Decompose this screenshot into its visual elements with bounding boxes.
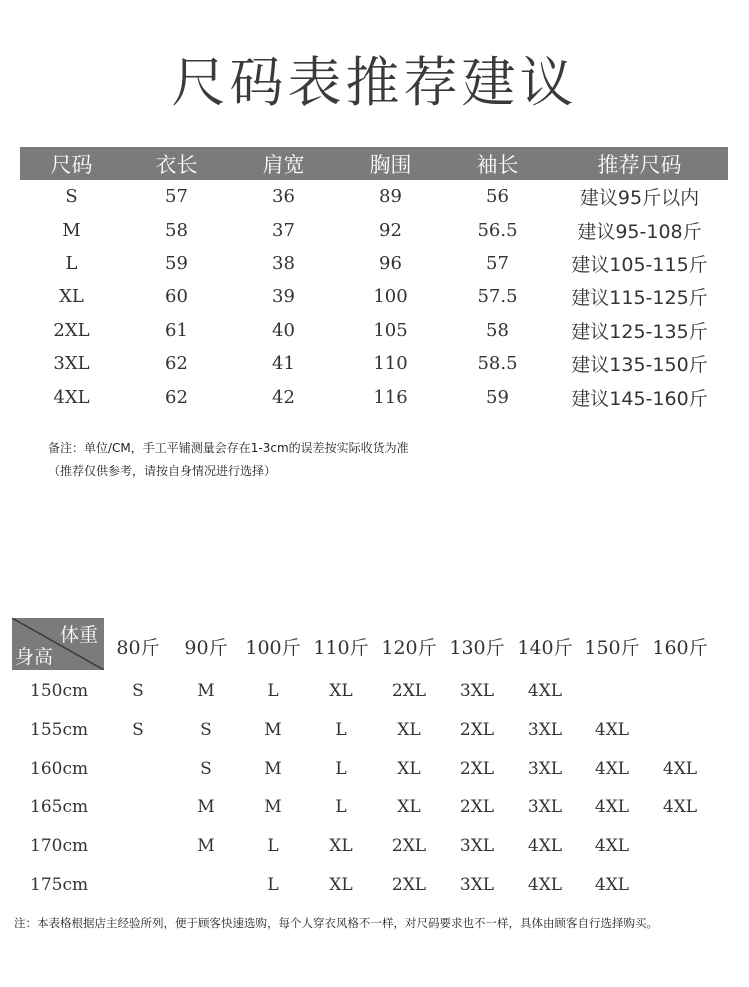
size-cell: S [132, 720, 144, 740]
size-cell: 3XL [527, 759, 563, 779]
cell-chest: 89 [379, 186, 402, 208]
cell-shoulder: 37 [272, 219, 295, 241]
height-label: 160cm [30, 759, 89, 779]
weight-header: 90斤 [184, 637, 228, 659]
size-cell: L [335, 720, 347, 740]
cell-length: 62 [165, 386, 188, 408]
size-cell: XL [397, 720, 421, 740]
cell-shoulder: 42 [272, 386, 295, 408]
size-cell: 2XL [391, 681, 427, 701]
size-cell: XL [397, 759, 421, 779]
size-cell: L [335, 759, 347, 779]
cell-shoulder: 38 [272, 252, 295, 274]
weight-header: 100斤 [245, 637, 301, 659]
footer-note: 注：本表格根据店主经验所列，便于顾客快速选购，每个人穿衣风格不一样，对尺码要求也不一样，具体由顾客自行选择购买。 [14, 916, 658, 930]
cell-sleeve: 57.5 [477, 286, 518, 308]
height-label: 150cm [30, 681, 89, 701]
table-row [20, 280, 728, 313]
cell-sleeve: 56.5 [477, 219, 518, 241]
header-length: 衣长 [123, 147, 230, 180]
cell-sleeve: 58 [486, 319, 509, 341]
cell-recommendation: 建议105-115斤 [571, 253, 708, 276]
size-chart-table [20, 147, 728, 414]
page-title: 尺码表推荐建议 [171, 51, 578, 114]
weight-header: 140斤 [517, 637, 573, 659]
header-sleeve: 袖长 [444, 147, 551, 180]
size-cell: M [197, 797, 215, 817]
cell-length: 60 [165, 286, 188, 308]
table-row [20, 213, 728, 246]
weight-header: 150斤 [584, 637, 640, 659]
cell-size: XL [59, 286, 84, 308]
recommendation-note: （推荐仅供参考，请按自身情况进行选择） [48, 464, 277, 478]
cell-chest: 105 [373, 319, 408, 341]
size-cell: 3XL [527, 720, 563, 740]
size-cell: 2XL [391, 836, 427, 856]
size-cell: 2XL [391, 875, 427, 895]
cell-shoulder: 39 [272, 286, 295, 308]
size-cell: M [264, 720, 282, 740]
size-cell: XL [397, 797, 421, 817]
weight-header: 80斤 [116, 637, 160, 659]
cell-size: M [62, 219, 81, 241]
cell-chest: 92 [379, 219, 402, 241]
cell-length: 57 [165, 186, 188, 208]
cell-shoulder: 40 [272, 319, 295, 341]
height-label: 155cm [30, 720, 89, 740]
size-cell: 4XL [662, 797, 698, 817]
cell-recommendation: 建议95-108斤 [577, 220, 702, 243]
size-cell: 4XL [594, 720, 630, 740]
cell-length: 59 [165, 252, 188, 274]
size-cell: S [132, 681, 144, 701]
cell-shoulder: 36 [272, 186, 295, 208]
cell-recommendation: 建议95斤以内 [579, 187, 700, 210]
cell-shoulder: 41 [272, 353, 295, 375]
cell-sleeve: 57 [486, 252, 509, 274]
cell-recommendation: 建议145-160斤 [571, 387, 708, 410]
size-cell: 4XL [662, 759, 698, 779]
size-cell: S [200, 759, 212, 779]
height-label: 165cm [30, 797, 89, 817]
cell-sleeve: 59 [486, 386, 509, 408]
size-cell: 3XL [459, 681, 495, 701]
height-label: 175cm [30, 875, 89, 895]
table-row [20, 180, 728, 213]
size-cell: 4XL [594, 797, 630, 817]
size-cell: 4XL [594, 759, 630, 779]
weight-header: 160斤 [652, 637, 708, 659]
size-cell: 3XL [527, 797, 563, 817]
size-cell: L [267, 836, 279, 856]
size-cell: XL [329, 875, 353, 895]
height-label: 170cm [30, 836, 89, 856]
size-cell: M [264, 759, 282, 779]
cell-sleeve: 56 [486, 186, 509, 208]
cell-length: 62 [165, 353, 188, 375]
size-cell: M [197, 836, 215, 856]
cell-chest: 100 [373, 286, 408, 308]
size-cell: S [200, 720, 212, 740]
size-cell: 4XL [527, 875, 563, 895]
cell-chest: 110 [373, 353, 408, 375]
cell-length: 61 [165, 319, 188, 341]
corner-weight-label: 体重 [59, 624, 98, 646]
cell-recommendation: 建议125-135斤 [571, 320, 708, 343]
header-shoulder: 肩宽 [230, 147, 337, 180]
size-cell: 2XL [459, 759, 495, 779]
size-cell: L [267, 681, 279, 701]
weight-height-corner-cell [12, 618, 104, 670]
table-row [20, 247, 728, 280]
size-cell: 3XL [459, 836, 495, 856]
cell-size: 2XL [53, 319, 90, 341]
cell-chest: 96 [379, 252, 402, 274]
cell-recommendation: 建议135-150斤 [571, 354, 708, 377]
cell-length: 58 [165, 219, 188, 241]
cell-size: S [65, 186, 78, 208]
cell-size: 4XL [53, 386, 90, 408]
size-cell: XL [329, 681, 353, 701]
size-cell: 3XL [459, 875, 495, 895]
size-cell: M [264, 797, 282, 817]
size-cell: L [267, 875, 279, 895]
table-row [20, 347, 728, 380]
weight-header: 130斤 [449, 637, 505, 659]
size-chart-header-row [20, 147, 728, 180]
size-cell: 2XL [459, 720, 495, 740]
size-cell: 4XL [527, 836, 563, 856]
cell-size: L [65, 252, 78, 274]
cell-recommendation: 建议115-125斤 [571, 287, 708, 310]
measurement-note: 备注：单位/CM，手工平铺测量会存在1-3cm的误差按实际收货为准 [48, 441, 409, 455]
size-cell: 4XL [594, 875, 630, 895]
size-cell: 4XL [527, 681, 563, 701]
cell-size: 3XL [53, 353, 90, 375]
cell-chest: 116 [373, 386, 408, 408]
weight-header: 120斤 [381, 637, 437, 659]
header-chest: 胸围 [337, 147, 444, 180]
header-size: 尺码 [20, 147, 123, 180]
table-row [20, 380, 728, 413]
size-cell: L [335, 797, 347, 817]
size-cell: 4XL [594, 836, 630, 856]
size-cell: M [197, 681, 215, 701]
cell-sleeve: 58.5 [477, 353, 518, 375]
weight-header: 110斤 [313, 637, 369, 659]
header-recommendation: 推荐尺码 [551, 147, 728, 180]
corner-height-label: 身高 [15, 646, 54, 668]
size-cell: XL [329, 836, 353, 856]
table-row [20, 314, 728, 347]
size-cell: 2XL [459, 797, 495, 817]
